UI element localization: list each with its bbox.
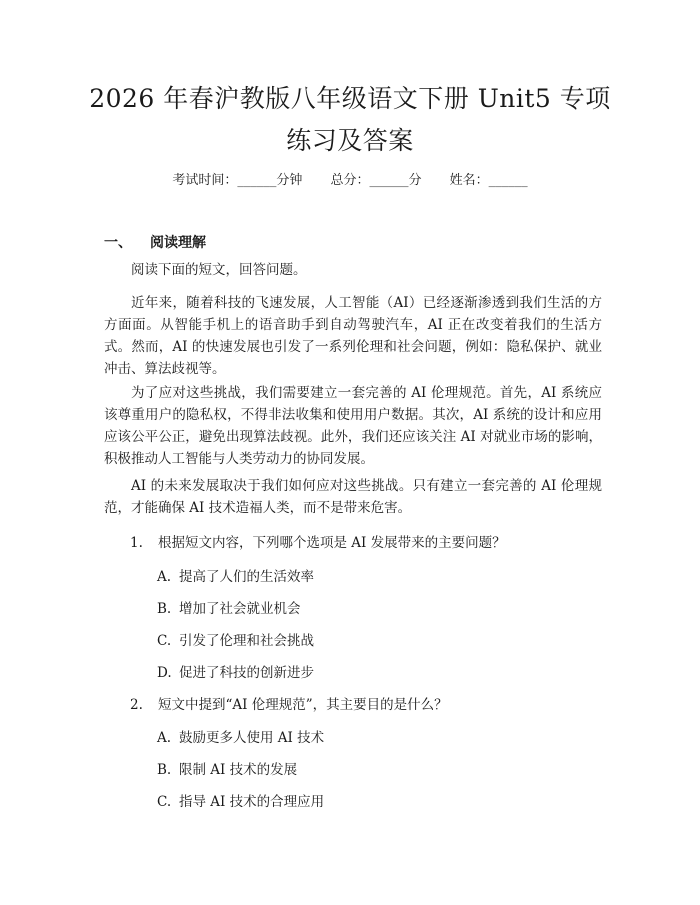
question-2-option-a (157, 726, 324, 746)
question-2-option-b (157, 758, 297, 778)
passage-paragraph-3: AI 的未来发展取决于我们如何应对这些挑战。只有建立一套完善的 AI 伦理规范，才能确保 AI 技术造福人类，而不是带来危害。 (104, 478, 602, 516)
question-number: 1. (130, 535, 143, 551)
option-text: 鼓励更多人使用 AI 技术 (179, 730, 325, 746)
exam-time: 考试时间：______分钟 (172, 173, 303, 188)
exam-score: 总分：______分 (330, 173, 422, 188)
section-number: 一、 (104, 235, 132, 251)
option-text: 增加了社会就业机会 (179, 601, 301, 617)
passage-paragraph-2: 为了应对这些挑战，我们需要建立一套完善的 AI 伦理规范。首先，AI 系统应该尊重用户的隐私权，不得非法收集和使用用户数据。其次，AI 系统的设计和应用应该公平公正，避免出现算法歧视。此外，我们还应该关注 AI 对就业市场的影响，积极推动人工智能与人类劳动力的协同发展。 (104, 385, 602, 467)
section-title: 阅读理解 (150, 235, 206, 251)
option-text: 提高了人们的生活效率 (179, 569, 314, 585)
option-text: 指导 AI 技术的合理应用 (179, 794, 325, 810)
question-number: 2. (130, 697, 143, 713)
question-1 (130, 531, 506, 551)
option-letter: C. (157, 633, 172, 649)
question-1-option-d (157, 661, 314, 681)
question-text: 短文中提到“AI 伦理规范”，其主要目的是什么？ (158, 697, 448, 713)
option-letter: C. (157, 794, 172, 810)
option-text: 限制 AI 技术的发展 (179, 762, 298, 778)
question-1-option-b (157, 597, 301, 617)
option-text: 引发了伦理和社会挑战 (179, 633, 314, 649)
option-text: 促进了科技的创新进步 (179, 665, 314, 681)
title-line-1: 2026 年春沪教版八年级语文下册 Unit5 专项 (89, 84, 611, 113)
question-1-option-a (157, 565, 314, 585)
student-name: 姓名：______ (449, 173, 528, 188)
option-letter: A. (157, 569, 172, 585)
option-letter: A. (157, 730, 172, 746)
option-letter: B. (157, 762, 172, 778)
document-title (60, 78, 640, 162)
option-letter: D. (157, 665, 172, 681)
option-letter: B. (157, 601, 172, 617)
question-2 (130, 693, 448, 713)
instruction-text: 阅读下面的短文，回答问题。 (131, 262, 307, 278)
question-2-option-c (157, 790, 324, 810)
section-heading (104, 232, 206, 252)
question-text: 根据短文内容，下列哪个选项是 AI 发展带来的主要问题？ (158, 535, 506, 551)
title-line-2: 练习及答案 (286, 126, 414, 155)
passage-paragraph-1: 近年来，随着科技的飞速发展，人工智能（AI）已经逐渐渗透到我们生活的方方面面。从智能手机上的语音助手到自动驾驶汽车，AI 正在改变着我们的生活方式。然而，AI 的快速发展也引发了一系列伦理和社会问题，例如：隐私保护、就业冲击、算法歧视等。 (104, 295, 602, 377)
exam-meta (0, 169, 700, 188)
question-1-option-c (157, 629, 314, 649)
